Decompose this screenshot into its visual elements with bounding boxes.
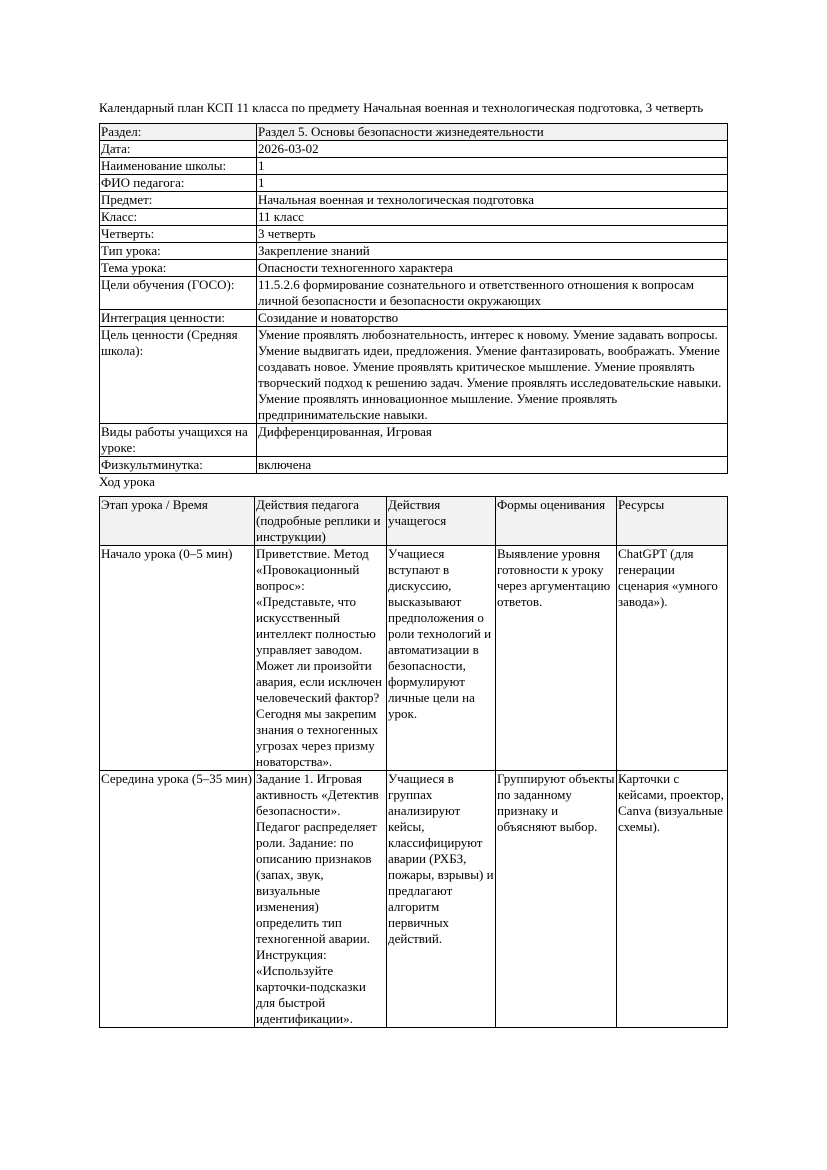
info-row — [100, 260, 728, 277]
lesson-cell-teacher: Задание 1. Игровая активность «Детектив безопасности». Педагог распределяет роли. Задание: по описанию признаков (запах, звук, визуальные изменения) определить тип техногенной аварии. Инструкция: «Используйте карточки-подсказки для быстрой идентификации». — [255, 771, 387, 1028]
info-value: Начальная военная и технологическая подготовка — [257, 192, 728, 209]
info-row — [100, 243, 728, 260]
info-row — [100, 424, 728, 457]
info-value: Опасности техногенного характера — [257, 260, 728, 277]
info-row — [100, 124, 728, 141]
info-value: Закрепление знаний — [257, 243, 728, 260]
info-value: 1 — [257, 158, 728, 175]
info-label: Цели обучения (ГОСО): — [100, 277, 257, 310]
info-value: Созидание и новаторство — [257, 310, 728, 327]
lesson-info-table — [99, 123, 728, 474]
lesson-cell-resources: Карточки с кейсами, проектор, Canva (визуальные схемы). — [617, 771, 728, 1028]
lesson-progress-label: Ход урока — [99, 474, 155, 489]
lesson-row — [100, 546, 728, 771]
info-label: Цель ценности (Средняя школа): — [100, 327, 257, 424]
lesson-header-cell: Этап урока / Время — [100, 497, 255, 546]
lesson-cell-stage: Начало урока (0–5 мин) — [100, 546, 255, 771]
document-title: Календарный план КСП 11 класса по предмету Начальная военная и технологическая подготовка, 3 четверть — [99, 100, 704, 115]
info-value: Умение проявлять любознательность, интерес к новому. Умение задавать вопросы. Умение выдвигать идеи, предложения. Умение фантазировать, воображать. Умение создавать новое. Умение проявлять критическое мышление. Умение проявлять творческий подход к решению задач. Умение проявлять исследовательские навыки. Умение проявлять инновационное мышление. Умение проявлять предпринимательские навыки. — [257, 327, 728, 424]
lesson-row — [100, 771, 728, 1028]
info-row — [100, 226, 728, 243]
lesson-header-cell: Действия педагога (подробные реплики и инструкции) — [255, 497, 387, 546]
info-row — [100, 457, 728, 474]
info-value: 3 четверть — [257, 226, 728, 243]
info-row — [100, 310, 728, 327]
info-label: Предмет: — [100, 192, 257, 209]
lesson-cell-resources: ChatGPT (для генерации сценария «умного завода»). — [617, 546, 728, 771]
lesson-header-cell: Ресурсы — [617, 497, 728, 546]
info-value: включена — [257, 457, 728, 474]
lesson-header-cell: Действия учащегося — [387, 497, 496, 546]
info-label: Класс: — [100, 209, 257, 226]
info-row — [100, 209, 728, 226]
info-value: Дифференцированная, Игровая — [257, 424, 728, 457]
info-label: ФИО педагога: — [100, 175, 257, 192]
info-label: Четверть: — [100, 226, 257, 243]
info-value: 11 класс — [257, 209, 728, 226]
info-label: Наименование школы: — [100, 158, 257, 175]
info-row — [100, 192, 728, 209]
info-value: 2026-03-02 — [257, 141, 728, 158]
lesson-progress-table — [99, 496, 728, 1028]
info-label: Интеграция ценности: — [100, 310, 257, 327]
info-label: Раздел: — [100, 124, 257, 141]
lesson-cell-teacher: Приветствие. Метод «Провокационный вопрос»: «Представьте, что искусственный интеллект полностью управляет заводом. Может ли произойти авария, если исключен человеческий фактор? Сегодня мы закрепим знания о техногенных угрозах через призму новаторства». — [255, 546, 387, 771]
lesson-header-row — [100, 497, 728, 546]
info-value: 1 — [257, 175, 728, 192]
info-label: Тема урока: — [100, 260, 257, 277]
info-label: Тип урока: — [100, 243, 257, 260]
info-value: 11.5.2.6 формирование сознательного и ответственного отношения к вопросам личной безопасности и безопасности окружающих — [257, 277, 728, 310]
info-label: Физкультминутка: — [100, 457, 257, 474]
info-row — [100, 158, 728, 175]
info-label: Дата: — [100, 141, 257, 158]
info-row — [100, 327, 728, 424]
info-row — [100, 277, 728, 310]
lesson-cell-student: Учащиеся вступают в дискуссию, высказывают предположения о роли технологий и автоматизации в безопасности, формулируют личные цели на урок. — [387, 546, 496, 771]
lesson-cell-assessment: Группируют объекты по заданному признаку и объясняют выбор. — [496, 771, 617, 1028]
info-row — [100, 175, 728, 192]
document-page — [99, 100, 727, 1028]
lesson-cell-assessment: Выявление уровня готовности к уроку через аргументацию ответов. — [496, 546, 617, 771]
lesson-header-cell: Формы оценивания — [496, 497, 617, 546]
info-row — [100, 141, 728, 158]
info-value: Раздел 5. Основы безопасности жизнедеятельности — [257, 124, 728, 141]
lesson-cell-stage: Середина урока (5–35 мин) — [100, 771, 255, 1028]
lesson-cell-student: Учащиеся в группах анализируют кейсы, классифицируют аварии (РХБЗ, пожары, взрывы) и предлагают алгоритм первичных действий. — [387, 771, 496, 1028]
info-label: Виды работы учащихся на уроке: — [100, 424, 257, 457]
